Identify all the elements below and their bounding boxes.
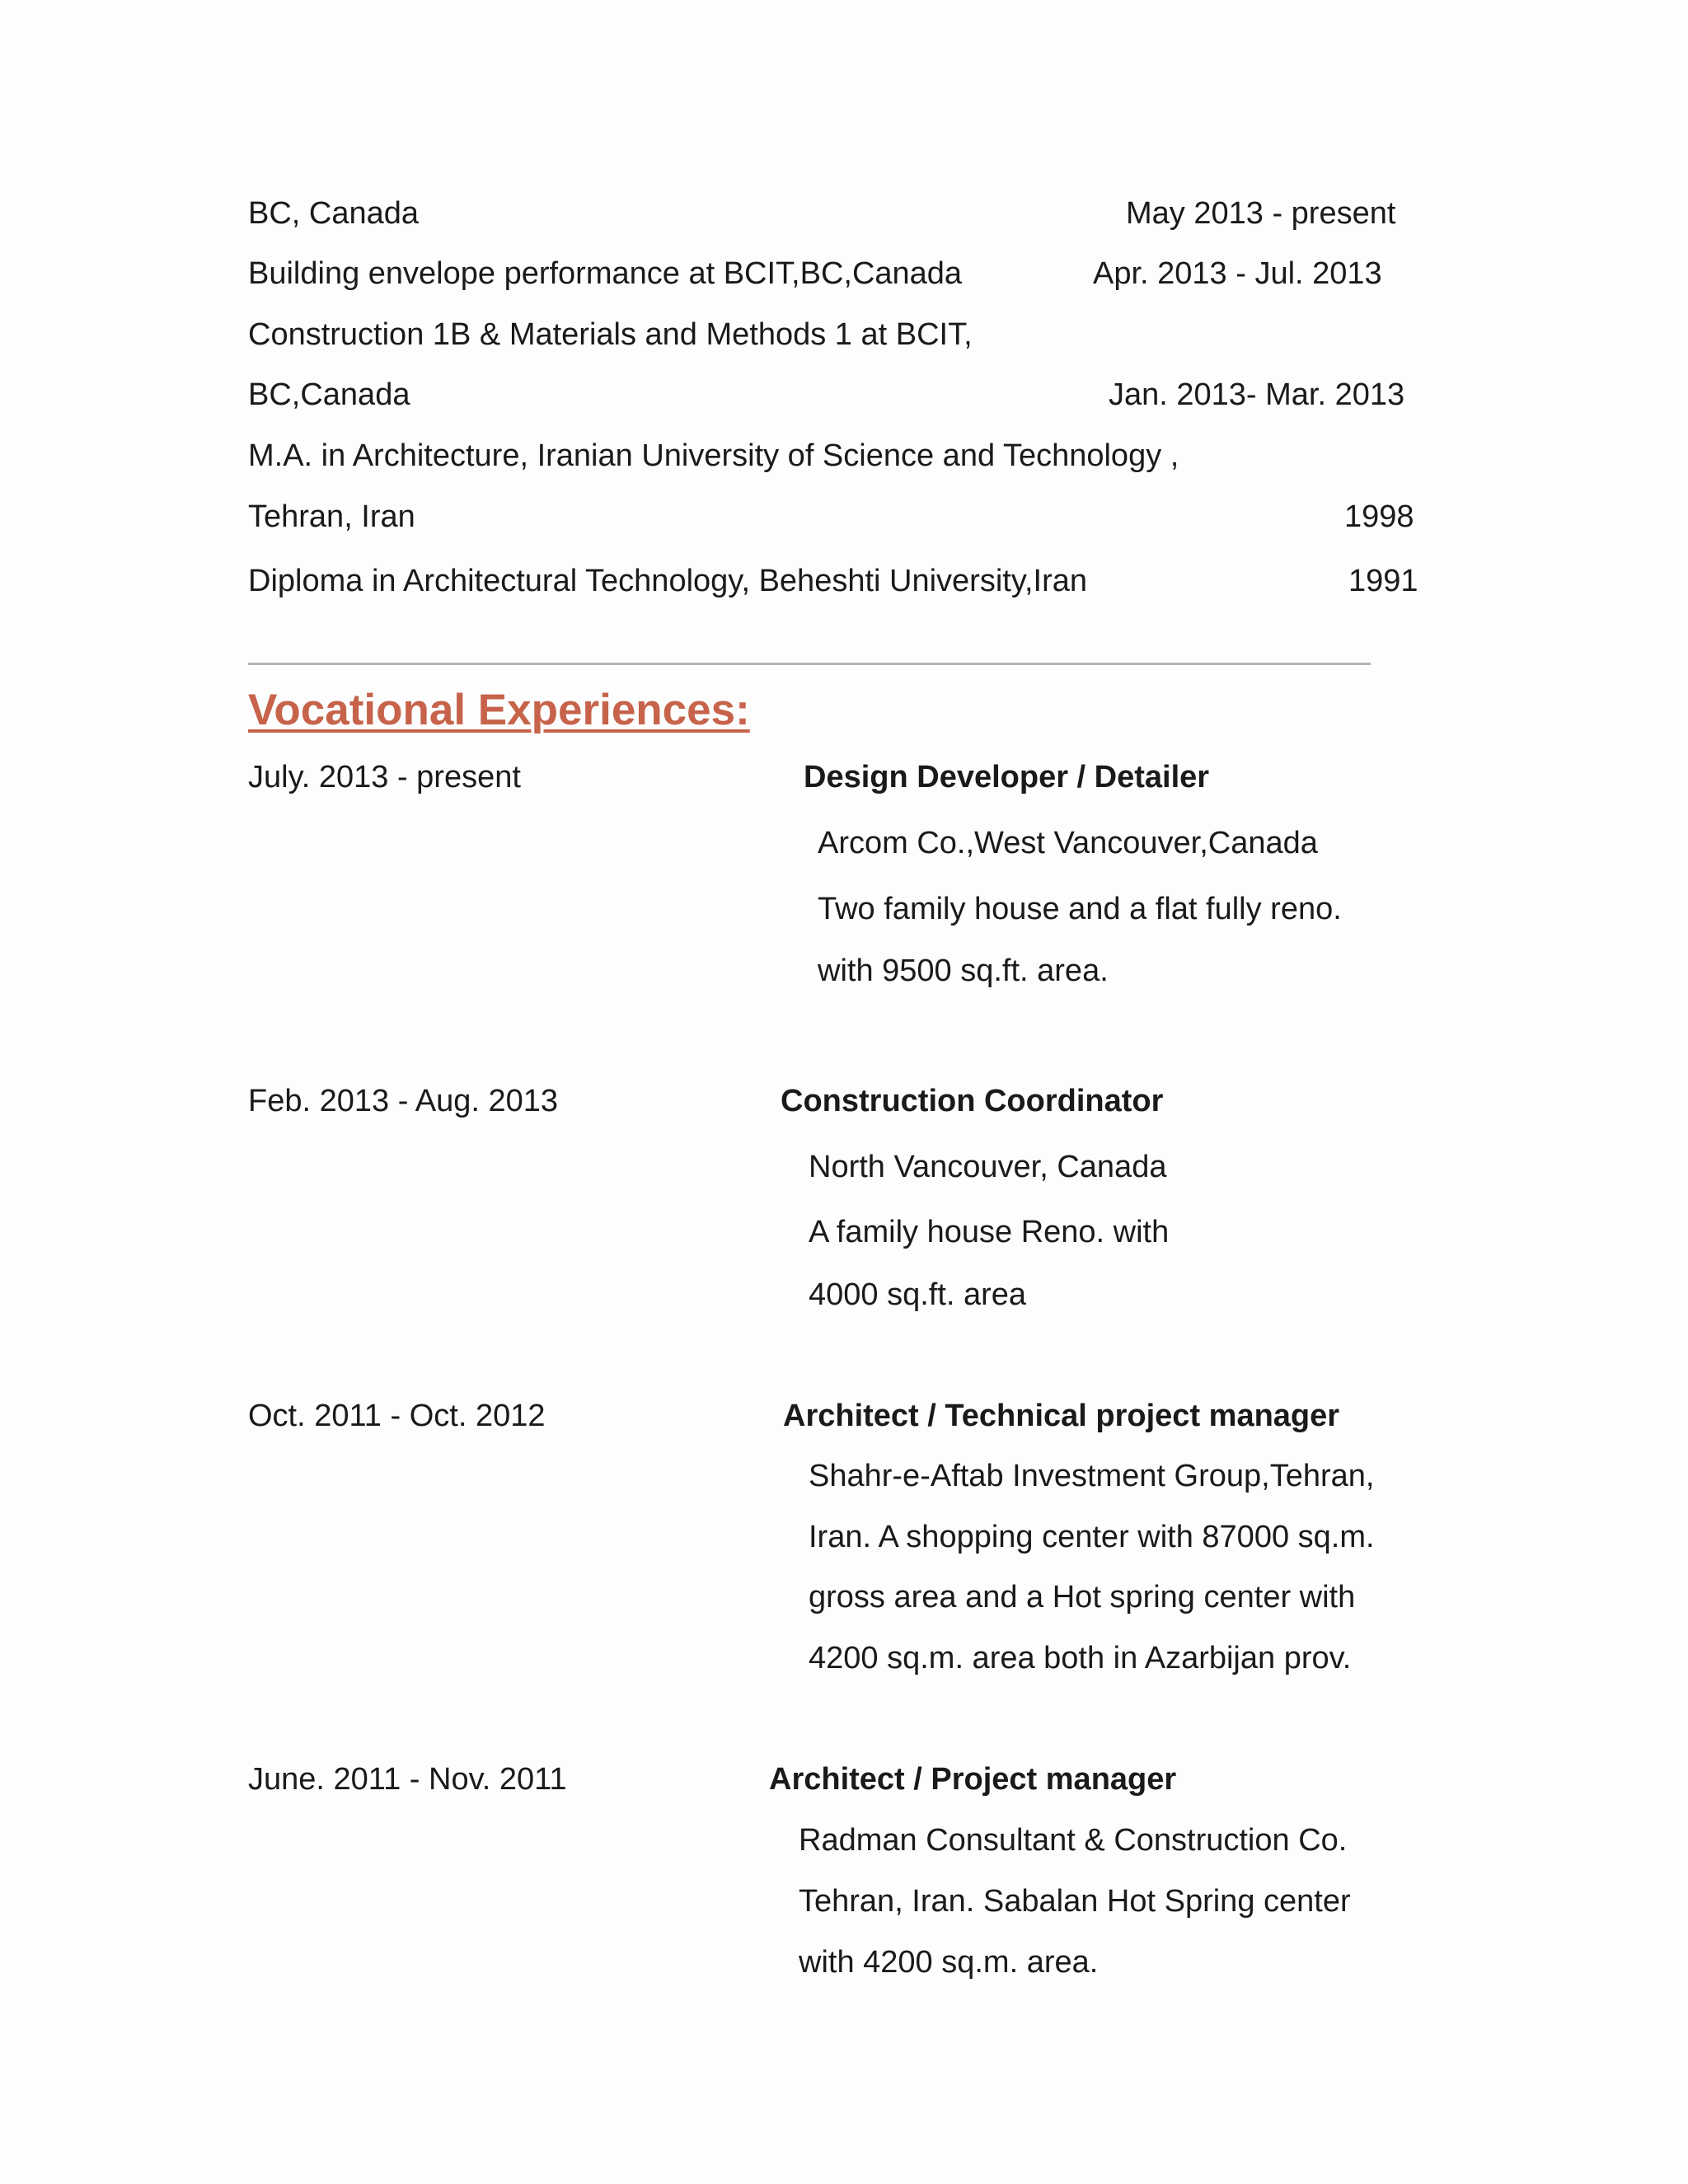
job-detail-line: A family house Reno. with [809,1215,1170,1249]
job-detail-line: Iran. A shopping center with 87000 sq.m. [809,1520,1375,1554]
edu-line-left: Building envelope performance at BCIT,BC,Canada [248,256,963,291]
job-date: July. 2013 - present [248,760,521,794]
job-title: Construction Coordinator [781,1084,1164,1118]
job-date: Feb. 2013 - Aug. 2013 [248,1084,559,1118]
edu-line-date: Apr. 2013 - Jul. 2013 [1093,256,1382,291]
job-detail-line: with 9500 sq.ft. area. [818,954,1109,988]
job-detail-line: Arcom Co.,West Vancouver,Canada [818,826,1318,860]
job-detail-line: with 4200 sq.m. area. [799,1945,1099,1980]
job-detail-line: Shahr-e-Aftab Investment Group,Tehran, [809,1459,1375,1493]
edu-line-date: 1991 [1348,564,1418,598]
job-detail-line: 4200 sq.m. area both in Azarbijan prov. [809,1641,1352,1675]
job-detail-line: Tehran, Iran. Sabalan Hot Spring center [799,1884,1351,1919]
edu-line-left: BC,Canada [248,377,410,412]
edu-line-date: Jan. 2013- Mar. 2013 [1109,377,1405,412]
job-detail-line: 4000 sq.ft. area [809,1277,1027,1312]
job-title: Design Developer / Detailer [804,760,1210,794]
section-heading: Vocational Experiences: [248,686,750,734]
job-detail-line: Two family house and a flat fully reno. [818,892,1342,926]
job-detail-line: gross area and a Hot spring center with [809,1580,1356,1615]
edu-line-left: M.A. in Architecture, Iranian University of Science and Technology , [248,438,1179,473]
section-divider [248,663,1371,665]
job-title: Architect / Technical project manager [783,1399,1340,1433]
job-date: June. 2011 - Nov. 2011 [248,1762,567,1797]
edu-line-left: Diploma in Architectural Technology, Beheshti University,Iran [248,564,1088,598]
edu-line-left: Tehran, Iran [248,499,415,534]
edu-line-left: BC, Canada [248,196,420,231]
edu-line-left: Construction 1B & Materials and Methods 1 at BCIT, [248,317,973,352]
edu-line-date: 1998 [1344,499,1414,534]
job-title: Architect / Project manager [769,1762,1177,1797]
job-detail-line: North Vancouver, Canada [809,1150,1167,1184]
edu-line-date: May 2013 - present [1126,196,1396,231]
job-date: Oct. 2011 - Oct. 2012 [248,1399,546,1433]
job-detail-line: Radman Consultant & Construction Co. [799,1823,1348,1858]
